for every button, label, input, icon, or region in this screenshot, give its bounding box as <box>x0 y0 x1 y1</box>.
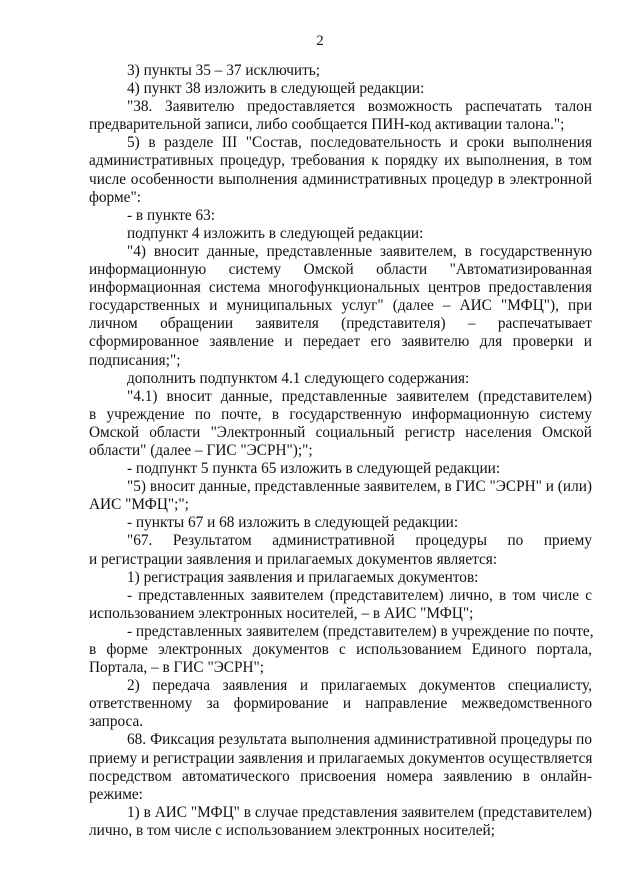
document-body <box>89 62 592 840</box>
text-line: - подпункт 5 пункта 65 изложить в следующей редакции: <box>127 460 501 478</box>
page-number: 2 <box>316 33 324 49</box>
text-line: 1) в АИС "МФЦ" в случае представления заявителем (представителем) <box>127 803 592 821</box>
text-line: - представленных заявителем (представителем) лично, в том числе с <box>127 586 592 604</box>
text-line: предварительной записи, либо сообщается ПИН-код активации талона."; <box>89 116 565 134</box>
text-line: в учреждение по почте, в государственную информационную систему <box>89 405 592 423</box>
text-line: "4.1) вносит данные, представленные заявителем (представителем) <box>127 387 592 405</box>
text-line: 68. Фиксация результата выполнения административной процедуры по <box>127 731 592 749</box>
text-line: 1) регистрация заявления и прилагаемых документов: <box>127 568 479 586</box>
text-line: приему и регистрации заявления и прилагаемых документов осуществляется <box>89 749 593 767</box>
text-line: дополнить подпунктом 4.1 следующего содержания: <box>127 369 470 387</box>
text-line: в форме электронных документов с использованием Единого портала, <box>89 641 592 658</box>
text-line: "38. Заявителю предоставляется возможность распечатать талон <box>127 98 592 116</box>
text-line: числе особенности выполнения административных процедур в электронной <box>89 170 592 188</box>
text-line: "67. Результатом административной процедуры по приему <box>127 532 592 550</box>
text-line: "5) вносит данные, представленные заявителем, в ГИС "ЭСРН" и (или) <box>127 478 592 496</box>
text-line: 5) в разделе III "Состав, последовательность и сроки выполнения <box>127 134 592 152</box>
text-line: АИС "МФЦ";"; <box>89 496 189 514</box>
text-line: государственных и муниципальных услуг" (далее – АИС "МФЦ"), при <box>89 297 592 315</box>
text-line: подписания;"; <box>89 351 181 369</box>
text-line: запроса. <box>89 713 144 731</box>
text-line: административных процедур, требования к порядку их выполнения, в том <box>89 152 592 170</box>
text-line: - представленных заявителем (представителем) в учреждение по почте, <box>127 622 594 640</box>
text-line: 4) пункт 38 изложить в следующей редакции: <box>127 80 425 98</box>
text-line: личном обращении заявителя (представителя) – распечатывает <box>89 315 592 333</box>
text-line: подпункт 4 изложить в следующей редакции: <box>127 224 424 242</box>
text-line: - пункты 67 и 68 изложить в следующей редакции: <box>127 514 459 532</box>
text-line: лично, в том числе с использованием электронных носителей; <box>89 821 495 839</box>
text-line: и регистрации заявления и прилагаемых документов является: <box>89 550 498 568</box>
text-line: информационную систему Омской области "Автоматизированная <box>89 261 592 279</box>
text-line: Омской области "Электронный социальный регистр населения Омской <box>89 423 592 441</box>
text-line: посредством автоматического присвоения номера заявлению в онлайн- <box>89 767 592 785</box>
text-line: 2) передача заявления и прилагаемых документов специалисту, <box>127 677 592 695</box>
text-line: 3) пункты 35 – 37 исключить; <box>127 62 320 79</box>
text-line: "4) вносит данные, представленные заявителем, в государственную <box>127 242 592 260</box>
text-line: форме": <box>89 188 141 206</box>
text-line: информационная система многофункциональных центров предоставления <box>89 279 592 297</box>
text-line: Портала, – в ГИС "ЭСРН"; <box>89 659 265 677</box>
text-line: использованием электронных носителей, – в АИС "МФЦ"; <box>89 604 474 622</box>
text-line: области" (далее – ГИС "ЭСРН");"; <box>89 441 313 459</box>
text-line: ответственному за формирование и направление межведомственного <box>89 695 592 713</box>
text-line: режиме: <box>89 785 143 803</box>
text-line: - в пункте 63: <box>127 206 216 224</box>
text-line: сформированное заявление и передает его заявителю для проверки и <box>89 333 592 351</box>
